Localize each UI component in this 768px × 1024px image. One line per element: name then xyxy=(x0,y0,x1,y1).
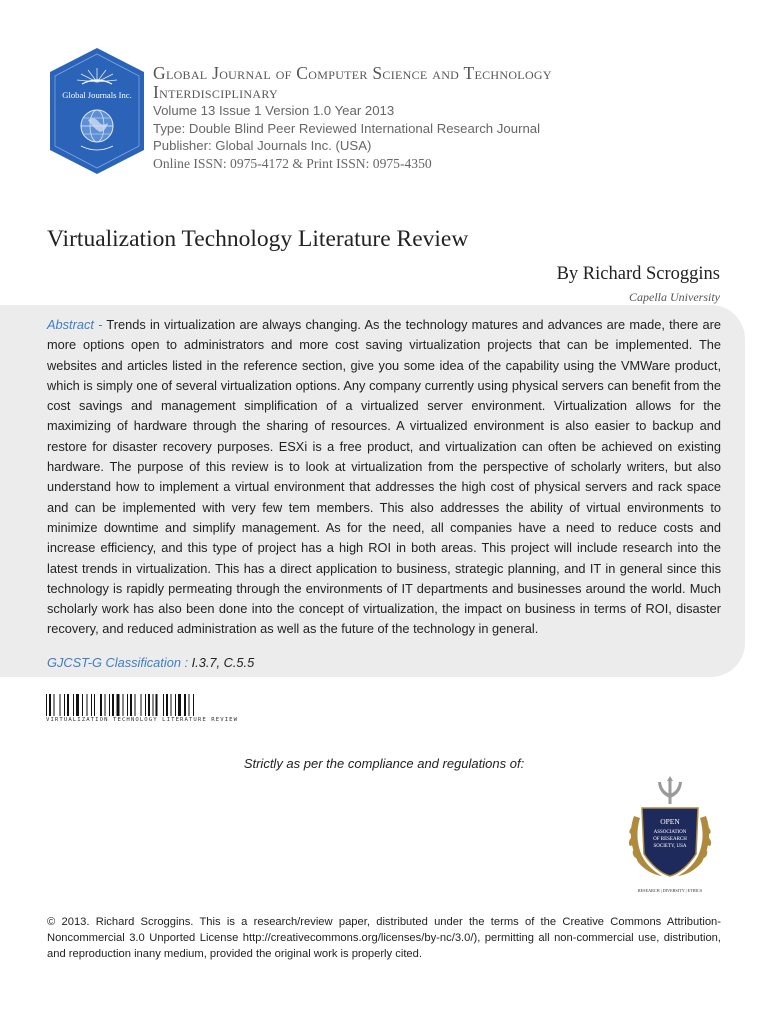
barcode-bar xyxy=(76,694,79,716)
logo-text: Global Journals Inc. xyxy=(62,90,132,100)
journal-title: Global Journal of Computer Science and Technology xyxy=(153,63,552,83)
seal-line4: SOCIETY, USA xyxy=(653,844,687,849)
barcode-bar xyxy=(153,694,154,716)
barcode-bar xyxy=(145,694,146,716)
barcode-bar xyxy=(127,694,128,716)
oars-seal-logo xyxy=(618,776,722,898)
seal-motto: RESEARCH | DIVERSITY | ETHICS xyxy=(637,888,703,893)
barcode-caption: VIRTUALIZATION TECHNOLOGY LITERATURE REVIEW xyxy=(46,717,239,723)
abstract xyxy=(47,315,721,640)
classification-codes: I.3.7, C.5.5 xyxy=(191,655,255,670)
paper-title: Virtualization Technology Literature Review xyxy=(47,226,469,252)
compliance-statement: Strictly as per the compliance and regulations of: xyxy=(243,756,525,771)
barcode-bar xyxy=(82,694,83,716)
barcode-bar xyxy=(49,694,51,716)
globe-icon xyxy=(81,110,113,142)
barcode xyxy=(46,694,248,716)
barcode-bar xyxy=(64,694,65,716)
barcode-bar xyxy=(112,694,114,716)
barcode-bar xyxy=(189,694,190,716)
barcode-bar xyxy=(54,694,55,716)
journal-title-line2: Interdisciplinary xyxy=(153,82,278,102)
barcode-bar xyxy=(117,694,120,716)
seal-line3: OF RESEARCH xyxy=(653,837,687,842)
barcode-bar xyxy=(156,694,158,716)
barcode-bar xyxy=(175,694,176,716)
barcode-bar xyxy=(135,694,136,716)
license-notice: © 2013. Richard Scroggins. This is a research/review paper, distributed under the terms of the Creative Commons Attribution-Noncommercial 3.0 Unported License http://creativecommons.org/licenses/by-nc/3.0/), permitting all non-commercial use, distribution, and reproduction inany medium, provided the original work is properly cited. xyxy=(47,916,721,960)
barcode-bar xyxy=(171,694,172,716)
journal-issn: Online ISSN: 0975-4172 & Print ISSN: 0975-4350 xyxy=(153,155,432,171)
barcode-bar xyxy=(178,694,181,716)
barcode-bar xyxy=(166,694,168,716)
journal-publisher: Publisher: Global Journals Inc. (USA) xyxy=(153,138,372,153)
barcode-bar xyxy=(67,694,69,716)
seal-line1: OPEN xyxy=(660,817,680,826)
barcode-bar xyxy=(123,694,124,716)
classification-label: GJCST-G Classification : xyxy=(47,655,192,670)
barcode-bar xyxy=(184,694,186,716)
journal-volume: Volume 13 Issue 1 Version 1.0 Year 2013 xyxy=(153,103,395,118)
barcode-bar xyxy=(193,694,194,716)
abstract-text: Trends in virtualization are always changing. As the technology matures and advances are made, there are more options open to administrators and more cost saving virtualization projects that can be implemented. The websites and articles listed in the reference section, give you some idea of the capability using the VMWare product, which is simply one of several virtualization options. Any company currently using physical servers can benefit from the cost savings and management simplification of a virtualized server environment. Virtualization allows for the maximizing of hardware through the sharing of resources. A virtualized environment is also easier to backup and restore for disaster recovery purposes. ESXi is a free product, and virtualization can often be achieved on existing hardware. The purpose of this review is to look at virtualization from the perspective of scholarly writers, but also understand how to implement a virtual environment that addresses the high cost of physical servers and rack space and can be implemented with very few tem members. This also addresses the ability of virtual environments to minimize downtime and simplify management. As for the need, all companies have a need to reduce costs and increase efficiency, and this type of project has a high ROI in both areas. This project will include research into the latest trends in virtualization. This has a direct application to business, strategic planning, and IT in general since this technology is rapidly permeating through the environments of IT departments and businesses around the world. Much scholarly work has also been done into the concept of virtualization, the impact on business in terms of ROI, disaster recovery, and reduced administration as well as the future of the technology in general. xyxy=(47,317,721,637)
global-journals-logo xyxy=(48,46,146,176)
barcode-bar xyxy=(109,694,110,716)
barcode-bar xyxy=(60,694,61,716)
barcode-bar xyxy=(91,694,92,716)
barcode-bar xyxy=(163,694,164,716)
barcode-bar xyxy=(87,694,88,716)
barcode-bar xyxy=(73,694,74,716)
trident-icon xyxy=(658,776,682,804)
classification xyxy=(47,655,254,670)
barcode-bar xyxy=(94,694,95,716)
barcode-bar xyxy=(141,694,142,716)
abstract-label: Abstract - xyxy=(47,317,103,332)
journal-type: Type: Double Blind Peer Reviewed International Research Journal xyxy=(153,120,541,136)
barcode-bar xyxy=(100,694,102,716)
barcode-bar xyxy=(130,694,132,716)
barcode-bar xyxy=(46,694,47,716)
barcode-bar xyxy=(105,694,106,716)
author-affiliation: Capella University xyxy=(629,290,720,304)
barcode-bar xyxy=(148,694,150,716)
journal-header xyxy=(153,64,733,172)
seal-line2: ASSOCIATION xyxy=(653,830,687,835)
author-name: By Richard Scroggins xyxy=(556,264,720,284)
